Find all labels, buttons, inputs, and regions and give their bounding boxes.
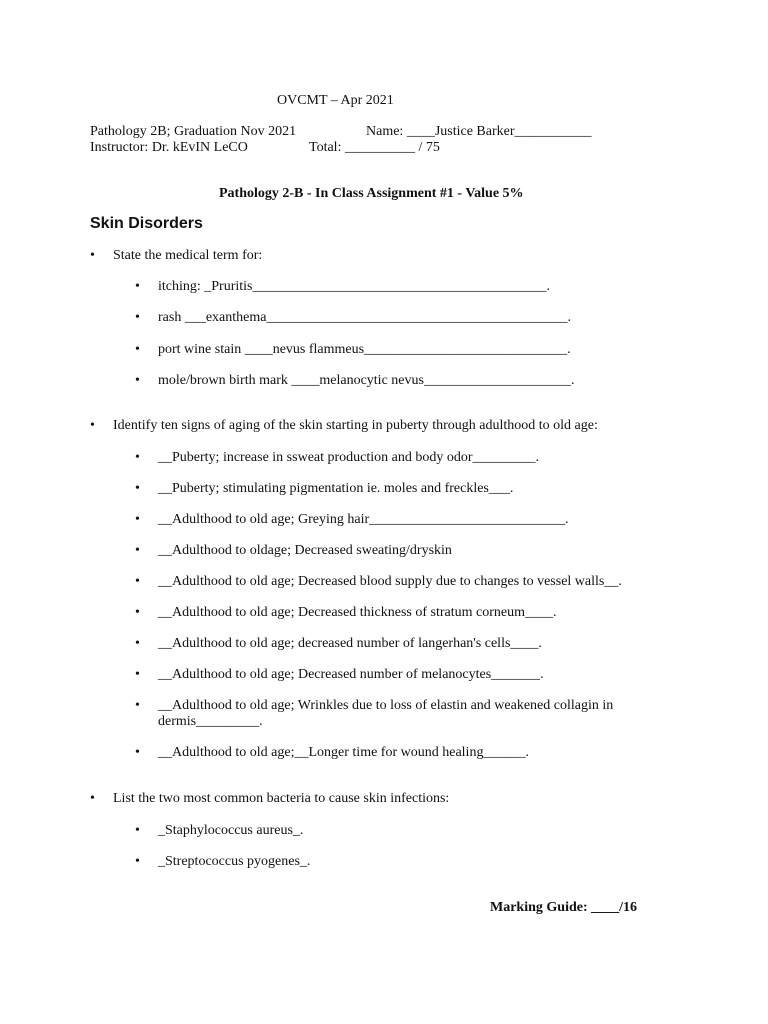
answer-item: __Adulthood to old age; decreased number of langerhan's cells____.: [158, 636, 542, 651]
answer-item: __Adulthood to old age;__Longer time for wound healing______.: [158, 745, 529, 760]
bullet: •: [135, 667, 140, 682]
answer-item: __Adulthood to old age; Wrinkles due to loss of elastin and weakened collagin in dermis_________.: [158, 698, 614, 729]
bullet: •: [90, 418, 95, 433]
question-prompt: List the two most common bacteria to cause skin infections:: [113, 791, 450, 806]
question-prompt: State the medical term for:: [113, 248, 263, 263]
answer-item: rash ___exanthema___________________________________________.: [158, 310, 571, 325]
instructor-info: Instructor: Dr. kEvIN LeCO: [90, 140, 248, 155]
school-date: OVCMT – Apr 2021: [277, 93, 394, 108]
answer-item: _Staphylococcus aureus_.: [158, 823, 304, 838]
assignment-title: Pathology 2-B - In Class Assignment #1 - Value 5%: [219, 186, 524, 201]
answer-item: __Adulthood to old age; Greying hair____________________________.: [158, 512, 569, 527]
bullet: •: [135, 279, 140, 294]
bullet: •: [135, 605, 140, 620]
question-prompt: Identify ten signs of aging of the skin starting in puberty through adulthood to old age:: [113, 418, 598, 433]
bullet: •: [135, 698, 140, 713]
bullet: •: [135, 373, 140, 388]
answer-item: __Adulthood to oldage; Decreased sweating/dryskin: [158, 543, 452, 558]
bullet: •: [135, 342, 140, 357]
bullet: •: [90, 248, 95, 263]
answer-item: itching: _Pruritis__________________________________________.: [158, 279, 550, 294]
answer-item: __Adulthood to old age; Decreased thickness of stratum corneum____.: [158, 605, 557, 620]
answer-item: __Adulthood to old age; Decreased number of melanocytes_______.: [158, 667, 544, 682]
bullet: •: [135, 512, 140, 527]
course-info: Pathology 2B; Graduation Nov 2021: [90, 124, 297, 139]
bullet: •: [90, 791, 95, 806]
bullet: •: [135, 823, 140, 838]
answer-item: __Puberty; stimulating pigmentation ie. moles and freckles___.: [158, 481, 514, 496]
bullet: •: [135, 854, 140, 869]
bullet: •: [135, 636, 140, 651]
bullet: •: [135, 745, 140, 760]
answer-item: _Streptococcus pyogenes_.: [158, 854, 311, 869]
bullet: •: [135, 310, 140, 325]
marking-guide: Marking Guide: ____/16: [490, 900, 638, 915]
student-name-field: Name: ____Justice Barker___________: [366, 124, 592, 139]
bullet: •: [135, 450, 140, 465]
bullet: •: [135, 543, 140, 558]
answer-item: __Adulthood to old age; Decreased blood supply due to changes to vessel walls__.: [158, 574, 622, 589]
total-score-field: Total: __________ / 75: [309, 140, 440, 155]
section-title: Skin Disorders: [90, 215, 203, 232]
answer-item: mole/brown birth mark ____melanocytic nevus_____________________.: [158, 373, 575, 388]
bullet: •: [135, 481, 140, 496]
answer-item: port wine stain ____nevus flammeus_____________________________.: [158, 342, 571, 357]
answer-item: __Puberty; increase in ssweat production and body odor_________.: [158, 450, 540, 465]
bullet: •: [135, 574, 140, 589]
